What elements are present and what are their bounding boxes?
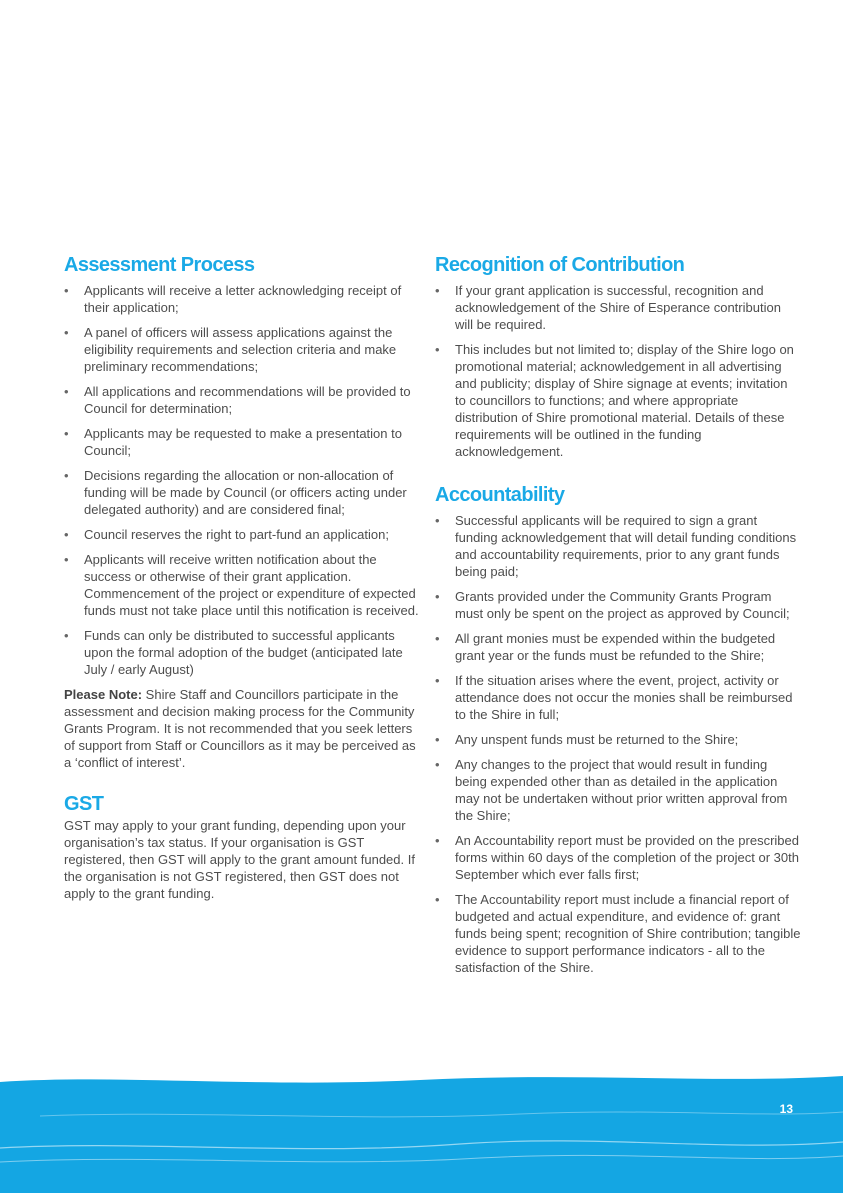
bullet-icon: • xyxy=(435,757,440,772)
list-item: • A panel of officers will assess applications against the eligibility requirements and selection criteria and make preliminary recommendations; xyxy=(64,325,397,374)
bullet-icon: • xyxy=(64,426,69,441)
bullet-icon: • xyxy=(435,892,440,907)
bullet-icon: • xyxy=(64,527,69,542)
recognition-list xyxy=(435,282,801,460)
list-item: • Decisions regarding the allocation or non-allocation of funding will be made by Council (or officers acting under delegated authority) and are considered final; xyxy=(64,468,407,517)
list-item: • The Accountability report must include a financial report of budgeted and actual expenditure, and evidence of: grant funds being spent; recognition of Shire contribution; tangible evidence to support performance indicators - all to the satisfaction of the Shire. xyxy=(435,892,801,975)
list-item: • If your grant application is successful, recognition and acknowledgement of the Shire of Esperance contribution will be required. xyxy=(435,283,781,332)
list-item: • An Accountability report must be provided on the prescribed forms within 60 days of the completion of the project or 30th September which ever falls first; xyxy=(435,833,799,882)
wave-background xyxy=(0,1076,843,1193)
gst-heading: GST xyxy=(64,793,104,815)
bullet-icon: • xyxy=(64,468,69,483)
bullet-icon: • xyxy=(435,732,440,747)
list-item: • Applicants will receive written notification about the success or otherwise of their grant application. Commencement of the project or expenditure of expected funds must not take place until this notification is received. xyxy=(64,552,419,618)
list-item: • If the situation arises where the event, project, activity or attendance does not occur the monies shall be reimbursed to the Shire in full; xyxy=(435,673,793,722)
gst-text: GST may apply to your grant funding, depending upon your organisation’s tax status. If your organisation is GST registered, then GST will apply to the grant amount funded. If the organisation is not GST registered, then GST does not apply to the grant funding. xyxy=(64,818,415,901)
list-item: • All grant monies must be expended within the budgeted grant year or the funds must be refunded to the Shire; xyxy=(435,631,776,663)
right-column xyxy=(435,252,801,984)
please-note-text: Shire Staff and Councillors participate in the assessment and decision making process for the Community Grants Program. It is not recommended that you seek letters of support from Staff or Councillors as it may be perceived as a ‘conflict of interest’. xyxy=(64,687,416,770)
list-item: • Applicants will receive a letter acknowledging receipt of their application; xyxy=(64,283,402,315)
bullet-icon: • xyxy=(435,673,440,688)
bullet-icon: • xyxy=(64,283,69,298)
list-item: • Grants provided under the Community Grants Program must only be spent on the project as approved by Council; xyxy=(435,589,790,621)
please-note xyxy=(64,686,420,771)
list-item: • Any changes to the project that would result in funding being expended other than as detailed in the application may not be undertaken without prior written approval from the Shire; xyxy=(435,757,788,823)
list-item: • Applicants may be requested to make a presentation to Council; xyxy=(64,426,402,458)
list-item: • This includes but not limited to; display of the Shire logo on promotional material; acknowledgement in all advertising and publicity; display of Shire signage at events; invitation to councillors to functions; and where appropriate distribution of Shire promotional material. Details of these requirements will be outlined in the funding acknowledgement. xyxy=(435,342,794,459)
accountability-heading: Accountability xyxy=(435,484,565,506)
bullet-icon: • xyxy=(64,384,69,399)
bullet-icon: • xyxy=(64,325,69,340)
assessment-list xyxy=(64,282,420,678)
bullet-icon: • xyxy=(435,631,440,646)
bullet-icon: • xyxy=(64,552,69,567)
list-item: • Funds can only be distributed to successful applicants upon the formal adoption of the budget (anticipated late July / early August) xyxy=(64,628,403,677)
list-item: • All applications and recommendations will be provided to Council for determination; xyxy=(64,384,411,416)
recognition-heading: Recognition of Contribution xyxy=(435,254,685,276)
list-item: • Council reserves the right to part-fund an application; xyxy=(64,527,389,542)
assessment-heading: Assessment Process xyxy=(64,254,255,276)
please-note-label: Please Note: xyxy=(64,687,143,702)
bullet-icon: • xyxy=(64,628,69,643)
bullet-icon: • xyxy=(435,342,440,357)
accountability-list xyxy=(435,512,801,976)
bullet-icon: • xyxy=(435,283,440,298)
list-item: • Successful applicants will be required to sign a grant funding acknowledgement that will detail funding conditions and accountability requirements, prior to any grant funds being paid; xyxy=(435,513,797,579)
bullet-icon: • xyxy=(435,513,440,528)
footer-wave xyxy=(0,1070,843,1193)
list-item: • Any unspent funds must be returned to the Shire; xyxy=(435,732,739,747)
bullet-icon: • xyxy=(435,589,440,604)
bullet-icon: • xyxy=(435,833,440,848)
left-column xyxy=(64,252,420,902)
page-number: 13 xyxy=(779,1102,793,1116)
